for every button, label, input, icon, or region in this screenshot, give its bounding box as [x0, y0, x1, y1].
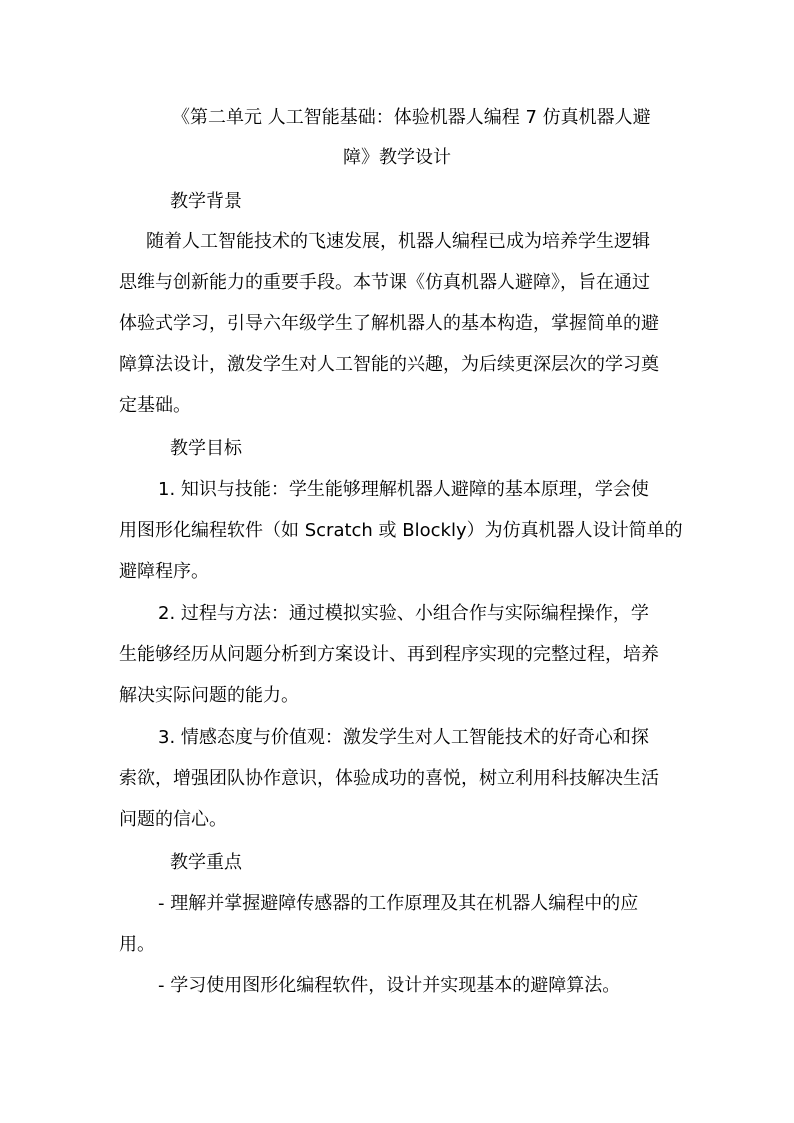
- background-paragraph-line-4: 障算法设计，激发学生对人工智能的兴趣，为后续更深层次的学习奠: [119, 354, 659, 375]
- section-heading-key-points: 教学重点: [170, 852, 242, 873]
- section-heading-background: 教学背景: [170, 191, 242, 212]
- objective-3-line-2: 索欲，增强团队协作意识，体验成功的喜悦，树立利用科技解决生活: [119, 768, 659, 789]
- background-paragraph-line-5: 定基础。: [119, 395, 191, 416]
- section-heading-objectives: 教学目标: [170, 438, 242, 459]
- document-title-line-2: 障》教学设计: [343, 147, 451, 168]
- background-paragraph-line-2: 思维与创新能力的重要手段。本节课《仿真机器人避障》，旨在通过: [119, 272, 650, 293]
- key-point-2-line-1: - 学习使用图形化编程软件，设计并实现基本的避障算法。: [158, 975, 621, 996]
- objective-1-line-3: 避障程序。: [119, 561, 209, 582]
- objective-1-line-1: 1. 知识与技能：学生能够理解机器人避障的基本原理，学会使: [158, 479, 649, 500]
- objective-2-line-2: 生能够经历从问题分析到方案设计、再到程序实现的完整过程，培养: [119, 644, 659, 665]
- background-paragraph-line-1: 随着人工智能技术的飞速发展，机器人编程已成为培养学生逻辑: [146, 231, 650, 252]
- objective-2-line-1: 2. 过程与方法：通过模拟实验、小组合作与实际编程操作，学: [158, 603, 649, 624]
- document-title-line-1: 《第二单元 人工智能基础：体验机器人编程 7 仿真机器人避: [172, 107, 651, 128]
- objective-3-line-1: 3. 情感态度与价值观：激发学生对人工智能技术的好奇心和探: [158, 727, 649, 748]
- objective-2-line-3: 解决实际问题的能力。: [119, 685, 299, 706]
- objective-1-line-2: 用图形化编程软件（如 Scratch 或 Blockly）为仿真机器人设计简单的: [119, 520, 683, 541]
- key-point-1-line-2: 用。: [119, 934, 155, 955]
- key-point-1-line-1: - 理解并掌握避障传感器的工作原理及其在机器人编程中的应: [158, 893, 639, 914]
- objective-3-line-3: 问题的信心。: [119, 809, 227, 830]
- background-paragraph-line-3: 体验式学习，引导六年级学生了解机器人的基本构造，掌握简单的避: [119, 313, 659, 334]
